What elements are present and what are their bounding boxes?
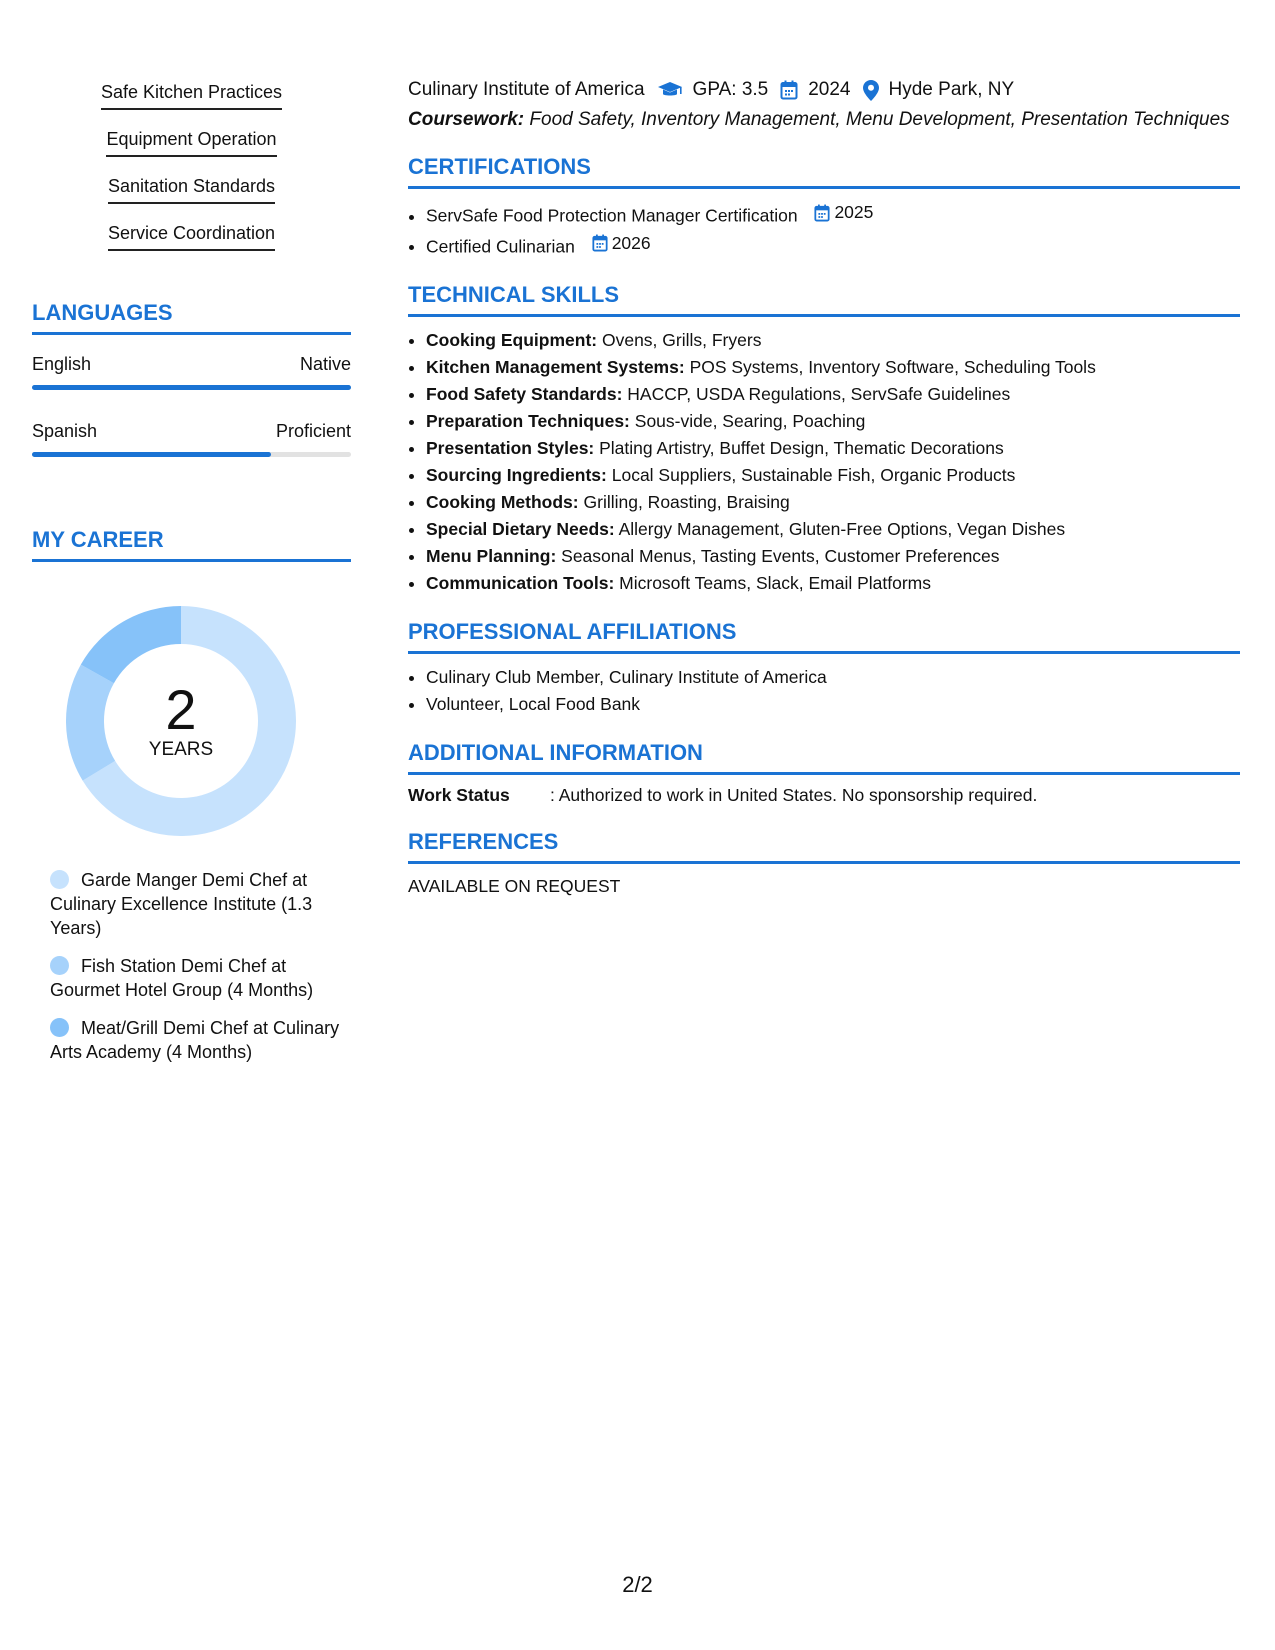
sidebar: [32, 78, 351, 1078]
career-legend: [50, 868, 340, 1064]
language-name: English: [32, 354, 92, 374]
school-location: Hyde Park, NY: [888, 79, 1015, 100]
list-item: [426, 543, 1240, 570]
language-item: [32, 353, 351, 390]
list-item: [426, 199, 1240, 230]
list-item: [426, 408, 1240, 435]
coursework: [408, 108, 1240, 132]
skill-tag: Equipment Operation: [106, 125, 276, 157]
skill-value: Microsoft Teams, Slack, Email Platforms: [619, 573, 931, 593]
skill-value: HACCP, USDA Regulations, ServSafe Guidelines: [627, 384, 1011, 404]
language-bar-fill: [32, 385, 351, 390]
legend-dot: [50, 1018, 69, 1037]
skill-value: Plating Artistry, Buffet Design, Thematic Decorations: [599, 438, 1004, 458]
certification-date: 2026: [611, 232, 651, 253]
main-content: [408, 78, 1240, 898]
skill-label: Food Safety Standards:: [426, 384, 623, 404]
legend-label: Meat/Grill Demi Chef at Culinary Arts Academy (4 Months): [50, 1018, 340, 1062]
skill-value: Seasonal Menus, Tasting Events, Customer Preferences: [561, 546, 1000, 566]
skill-label: Cooking Equipment:: [426, 330, 598, 350]
skill-value: Grilling, Roasting, Braising: [583, 492, 790, 512]
education-line: [408, 78, 1240, 102]
skill-tag: Sanitation Standards: [108, 172, 275, 204]
list-item: [426, 570, 1240, 597]
calendar-icon: [592, 234, 608, 252]
coursework-label: Coursework:: [408, 109, 525, 130]
list-item: [426, 354, 1240, 381]
skill-value: Sous-vide, Searing, Poaching: [634, 411, 866, 431]
graduation-cap-icon: [657, 81, 683, 99]
gpa: GPA: 3.5: [692, 79, 769, 100]
skill-tag: Safe Kitchen Practices: [101, 78, 282, 110]
career-total-unit: YEARS: [148, 739, 214, 760]
language-bar: [32, 385, 351, 390]
skill-value: POS Systems, Inventory Software, Scheduling Tools: [689, 357, 1096, 377]
coursework-text: Food Safety, Inventory Management, Menu Development, Presentation Techniques: [529, 109, 1230, 130]
career-total-number: 2: [165, 678, 197, 741]
calendar-icon: [814, 204, 830, 222]
skill-label: Presentation Styles:: [426, 438, 595, 458]
legend-dot: [50, 956, 69, 975]
skill-label: Sourcing Ingredients:: [426, 465, 607, 485]
list-item: [426, 381, 1240, 408]
school-name: Culinary Institute of America: [408, 79, 645, 100]
skill-label: Communication Tools:: [426, 573, 615, 593]
language-name: Spanish: [32, 421, 98, 441]
career-legend-item: [50, 868, 340, 940]
language-level: Native: [299, 354, 351, 374]
legend-dot: [50, 870, 69, 889]
career-title: MY CAREER: [32, 527, 351, 562]
skill-label: Menu Planning:: [426, 546, 557, 566]
language-bar: [32, 452, 351, 457]
language-bar-fill: [32, 452, 271, 457]
skill-label: Kitchen Management Systems:: [426, 357, 685, 377]
skill-tag: Service Coordination: [108, 219, 275, 251]
calendar-icon: [780, 80, 798, 100]
technical-skills-list: [408, 327, 1240, 597]
skill-tags: [32, 78, 351, 266]
skill-value: Ovens, Grills, Fryers: [601, 330, 762, 350]
list-item: [426, 230, 1240, 261]
language-level: Proficient: [275, 421, 351, 441]
certification-date: 2025: [834, 202, 874, 222]
skill-value: Local Suppliers, Sustainable Fish, Organic Products: [611, 465, 1016, 485]
career-legend-item: [50, 954, 340, 1002]
affiliations-title: PROFESSIONAL AFFILIATIONS: [408, 619, 1240, 654]
languages-title: LANGUAGES: [32, 300, 351, 335]
technical-skills-title: TECHNICAL SKILLS: [408, 282, 1240, 317]
skill-value: Allergy Management, Gluten-Free Options, Vegan Dishes: [618, 519, 1066, 539]
graduation-year: 2024: [808, 79, 851, 100]
certifications-title: CERTIFICATIONS: [408, 154, 1240, 189]
skill-label: Special Dietary Needs:: [426, 519, 615, 539]
additional-info-title: ADDITIONAL INFORMATION: [408, 740, 1240, 775]
affiliations-list: [408, 664, 1240, 718]
career-legend-item: [50, 1016, 340, 1064]
certifications-list: [408, 199, 1240, 260]
skill-label: Cooking Methods:: [426, 492, 579, 512]
list-item: [426, 462, 1240, 489]
location-pin-icon: [863, 80, 879, 101]
career-donut: [66, 606, 296, 836]
work-status-label: Work Status: [408, 785, 510, 805]
certification-name: Certified Culinarian: [426, 236, 575, 256]
list-item: • Volunteer, Local Food Bank: [426, 691, 1240, 718]
list-item: • Culinary Club Member, Culinary Institute of America: [426, 664, 1240, 691]
list-item: [426, 327, 1240, 354]
list-item: [426, 489, 1240, 516]
legend-label: Garde Manger Demi Chef at Culinary Excellence Institute (1.3 Years): [50, 870, 313, 938]
work-status-row: [408, 783, 1240, 807]
references-text: AVAILABLE ON REQUEST: [408, 876, 621, 896]
language-item: [32, 420, 351, 457]
legend-label: Fish Station Demi Chef at Gourmet Hotel Group (4 Months): [50, 956, 314, 1000]
list-item: [426, 435, 1240, 462]
skill-label: Preparation Techniques:: [426, 411, 630, 431]
list-item: [426, 516, 1240, 543]
page-number: 2/2: [622, 1572, 653, 1597]
certification-name: ServSafe Food Protection Manager Certification: [426, 205, 798, 226]
work-status-value: : Authorized to work in United States. No sponsorship required.: [550, 785, 1038, 805]
references-title: REFERENCES: [408, 829, 1240, 864]
